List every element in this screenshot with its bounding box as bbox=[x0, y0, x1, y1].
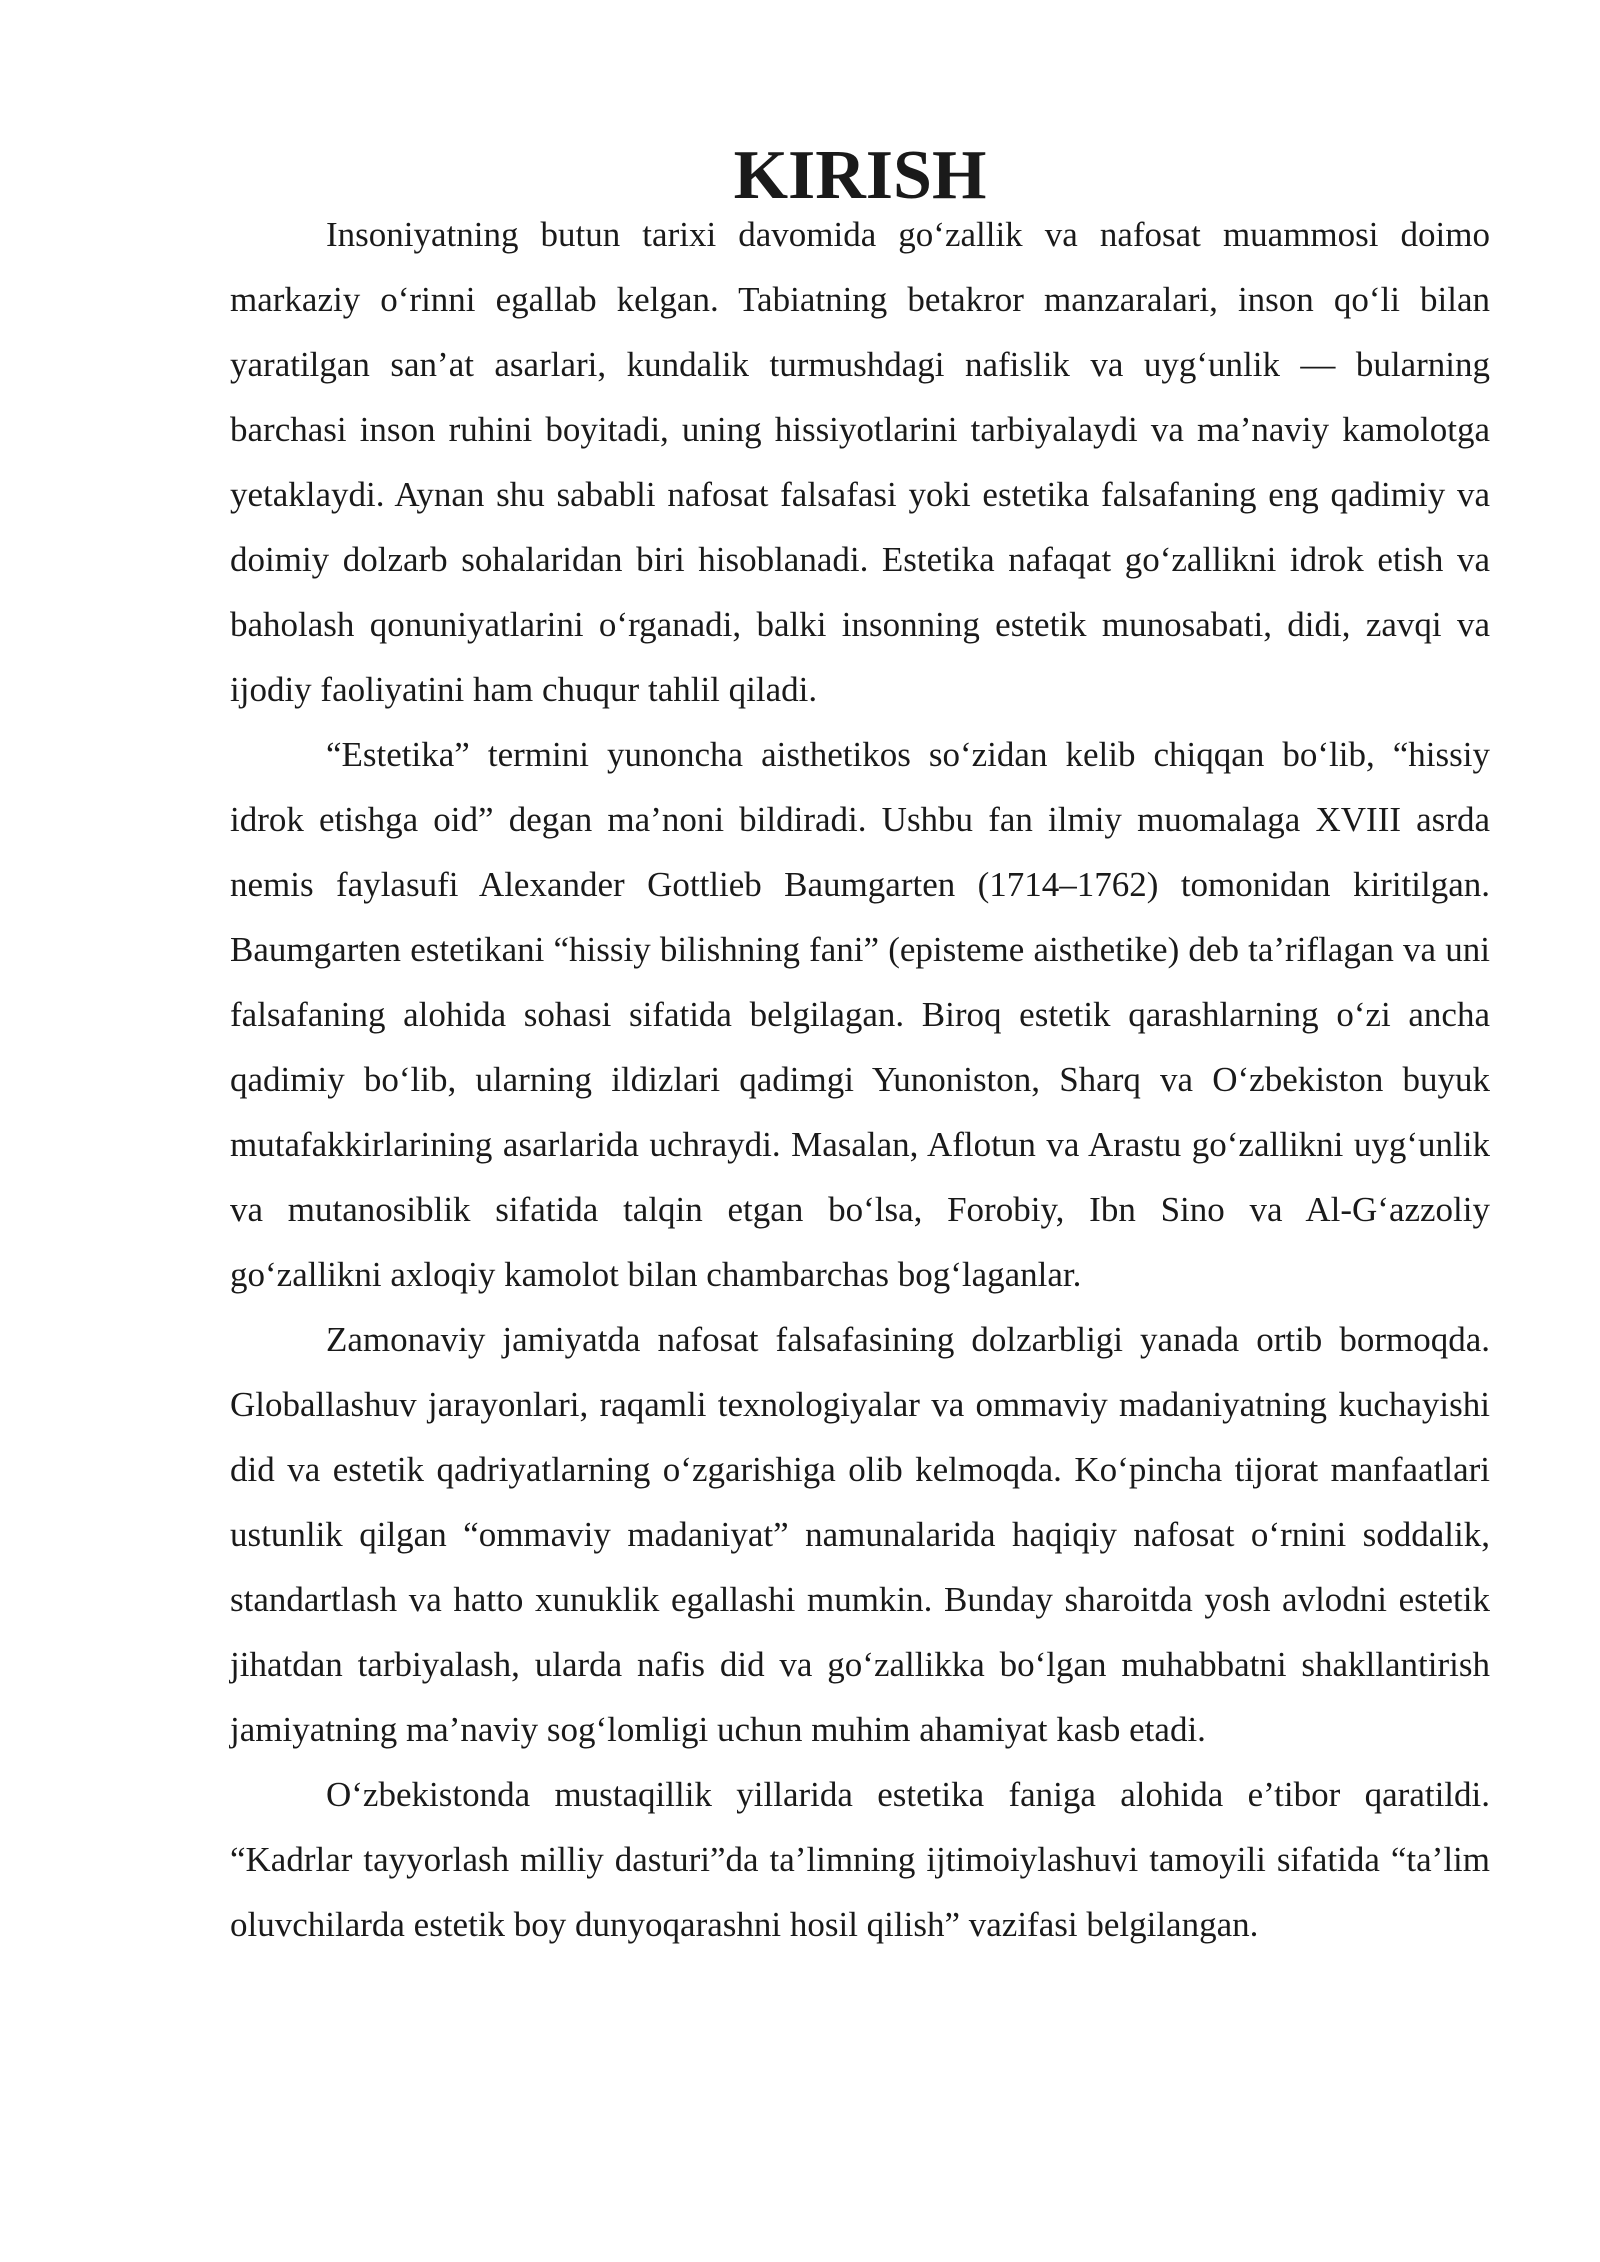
document-page bbox=[230, 137, 1490, 1957]
paragraph-3: Zamonaviy jamiyatda nafosat falsafasining dolzarbligi yanada ortib bormoqda. Globallashuv jarayonlari, raqamli texnologiyalar va ommaviy madaniyatning kuchayishi did va estetik qadriyatlarning o‘zgarishiga olib kelmoqda. Ko‘pincha tijorat manfaatlari ustunlik qilgan “ommaviy madaniyat” namunalarida haqiqiy nafosat o‘rnini soddalik, standartlash va hatto xunuklik egallashi mumkin. Bunday sharoitda yosh avlodni estetik jihatdan tarbiyalash, ularda nafis did va go‘zallikka bo‘lgan muhabbatni shakllantirish jamiyatning ma’naviy sog‘lomligi uchun muhim ahamiyat kasb etadi. bbox=[230, 1320, 1490, 1749]
document-title: KIRISH bbox=[733, 137, 987, 214]
paragraph-2: “Estetika” termini yunoncha aisthetikos so‘zidan kelib chiqqan bo‘lib, “hissiy idrok etishga oid” degan ma’noni bildiradi. Ushbu fan ilmiy muomalaga XVIII asrda nemis faylasufi Alexander Gottlieb Baumgarten (1714–1762) tomonidan kiritilgan. Baumgarten estetikani “hissiy bilishning fani” (episteme aisthetike) deb ta’riflagan va uni falsafaning alohida sohasi sifatida belgilagan. Biroq estetik qarashlarning o‘zi ancha qadimiy bo‘lib, ularning ildizlari qadimgi Yunoniston, Sharq va O‘zbekiston buyuk mutafakkirlarining asarlarida uchraydi. Masalan, Aflotun va Arastu go‘zallikni uyg‘unlik va mutanosiblik sifatida talqin etgan bo‘lsa, Forobiy, Ibn Sino va Al-G‘azzoliy go‘zallikni axloqiy kamolot bilan chambarchas bog‘laganlar. bbox=[230, 735, 1490, 1294]
paragraph-1: Insoniyatning butun tarixi davomida go‘zallik va nafosat muammosi doimo markaziy o‘rinni egallab kelgan. Tabiatning betakror manzaralari, inson qo‘li bilan yaratilgan san’at asarlari, kundalik turmushdagi nafislik va uyg‘unlik — bularning barchasi inson ruhini boyitadi, uning hissiyotlarini tarbiyalaydi va ma’naviy kamolotga yetaklaydi. Aynan shu sababli nafosat falsafasi yoki estetika falsafaning eng qadimiy va doimiy dolzarb sohalaridan biri hisoblanadi. Estetika nafaqat go‘zallikni idrok etish va baholash qonuniyatlarini o‘rganadi, balki insonning estetik munosabati, didi, zavqi va ijodiy faoliyatini ham chuqur tahlil qiladi. bbox=[230, 215, 1490, 709]
paragraph-4: O‘zbekistonda mustaqillik yillarida estetika faniga alohida e’tibor qaratildi. “Kadrlar tayyorlash milliy dasturi”da ta’limning ijtimoiylashuvi tamoyili sifatida “ta’lim oluvchilarda estetik boy dunyoqarashni hosil qilish” vazifasi belgilangan. bbox=[230, 1775, 1490, 1944]
